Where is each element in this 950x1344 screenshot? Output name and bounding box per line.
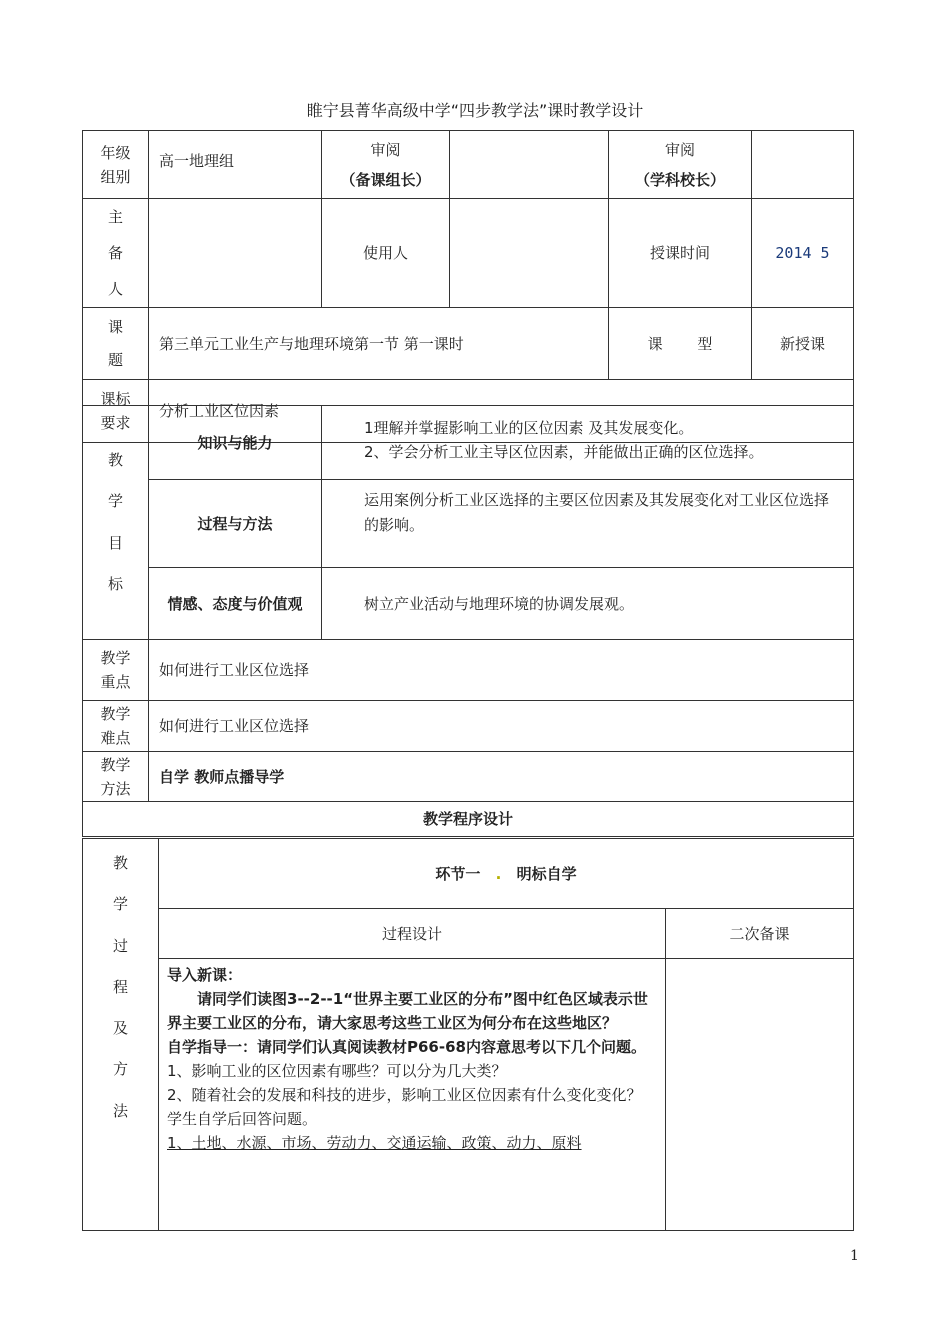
review1-value <box>450 131 609 199</box>
objective-name-knowledge: 知识与能力 <box>149 406 322 480</box>
method-value: 自学 教师点播导学 <box>149 752 854 802</box>
focus-value: 如何进行工业区位选择 <box>149 640 854 701</box>
type-value: 新授课 <box>752 308 854 380</box>
step-separator: . <box>495 864 502 883</box>
objectives-label: 教学目标 <box>83 406 149 640</box>
user-value <box>450 199 609 308</box>
process-table <box>82 838 854 1231</box>
time-label: 授课时间 <box>609 199 752 308</box>
difficulty-label: 教学难点 <box>83 701 149 752</box>
question-1: 1、影响工业的区位因素有哪些？可以分为几大类？ <box>167 1062 507 1080</box>
topic-label: 课题 <box>83 308 149 380</box>
grade-label: 年级组别 <box>83 131 149 199</box>
user-label: 使用人 <box>322 199 450 308</box>
col-design-header: 过程设计 <box>159 909 666 959</box>
page-number: 1 <box>850 1248 859 1264</box>
type-label: 课 型 <box>609 308 752 380</box>
review2-sub: （学科校长） <box>634 170 725 189</box>
objective-name-process: 过程与方法 <box>149 480 322 568</box>
difficulty-value: 如何进行工业区位选择 <box>149 701 854 752</box>
review2-value <box>752 131 854 199</box>
review1-label: 审阅 <box>370 140 401 159</box>
guide1: 自学指导一：请同学们认真阅读教材P66-68内容意思考以下几个问题。 <box>167 1038 646 1056</box>
time-value: 2014 5 <box>752 199 854 308</box>
objective-text-process: 运用案例分析工业区选择的主要区位因素及其发展变化对工业区位选择的影响。 <box>322 480 854 568</box>
intro-text: 请同学们读图3--2--1“世界主要工业区的分布”图中红色区域表示世界主要工业区的分布，请大家思考这些工业区为何分布在这些地区？ <box>167 990 648 1032</box>
col-secondary-header: 二次备课 <box>666 909 854 959</box>
question-2: 2、随着社会的发展和科技的进步，影响工业区位因素有什么变化变化？ <box>167 1086 642 1104</box>
objective-text-knowledge-2: 2、学会分析工业主导区位因素，并能做出正确的区位选择。 <box>364 443 764 461</box>
focus-label: 教学重点 <box>83 640 149 701</box>
step-name: 明标自学 <box>516 864 577 883</box>
objectives-table <box>82 405 854 837</box>
intro-label: 导入新课： <box>167 966 243 984</box>
review1-sub: （备课组长） <box>340 170 431 189</box>
objective-text-emotion: 树立产业活动与地理环境的协调发展观。 <box>322 568 854 640</box>
answer-intro: 学生自学后回答问题。 <box>167 1110 318 1128</box>
review2-label: 审阅 <box>664 140 695 159</box>
process-secondary-content <box>666 959 854 1231</box>
preparer-label: 主备人 <box>83 199 149 308</box>
grade-value: 高一地理组 <box>149 131 322 199</box>
procedure-title: 教学程序设计 <box>83 802 854 837</box>
process-design-content <box>159 959 666 1231</box>
preparer-value <box>149 199 322 308</box>
standard-value: 分析工业区位因素 <box>149 380 854 443</box>
topic-value: 第三单元工业生产与地理环境第一节 第一课时 <box>149 308 609 380</box>
objective-name-emotion: 情感、态度与价值观 <box>149 568 322 640</box>
document-title: 睢宁县菁华高级中学“四步教学法”课时教学设计 <box>306 101 644 120</box>
step-header <box>159 839 854 909</box>
step-title: 环节一 <box>435 864 481 883</box>
lesson-info-table <box>82 130 854 443</box>
standard-label: 课标要求 <box>83 380 149 443</box>
objective-text-knowledge-1: 1理解并掌握影响工业的区位因素 及其发展变化。 <box>364 419 694 437</box>
answer-1: 1、土地、水源、市场、劳动力、交通运输、政策、动力、原料 <box>167 1134 582 1152</box>
method-label: 教学方法 <box>83 752 149 802</box>
process-side-label: 教学过程及方法 <box>83 839 159 1231</box>
